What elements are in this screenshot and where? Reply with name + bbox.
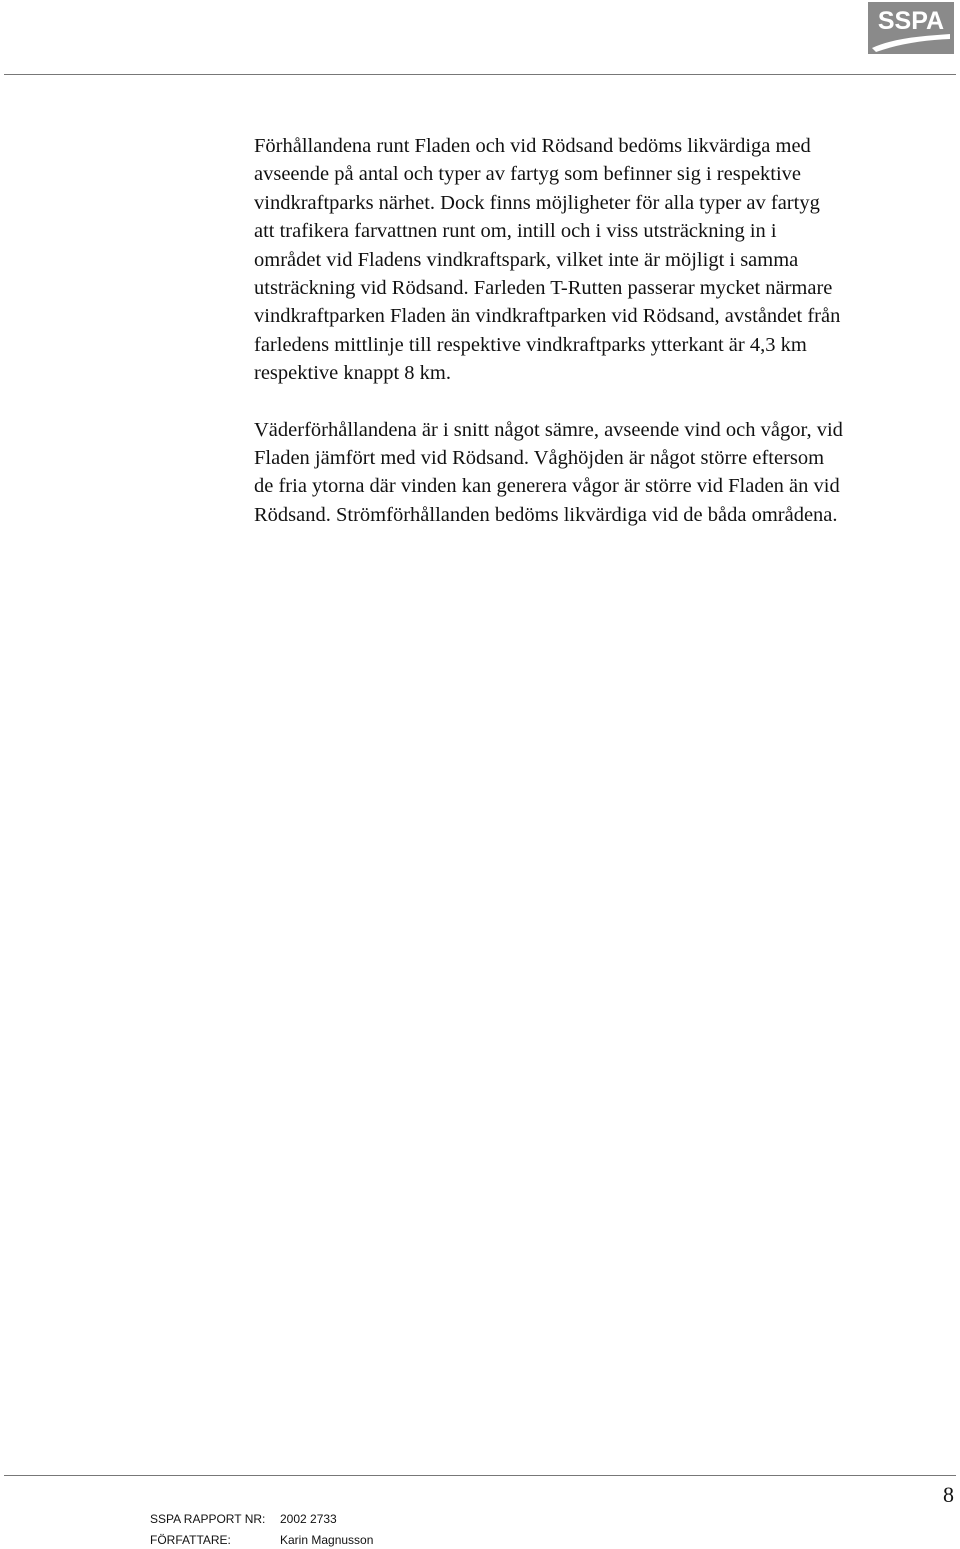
author-label: FÖRFATTARE: xyxy=(150,1533,231,1547)
author-value: Karin Magnusson xyxy=(280,1533,374,1547)
paragraph: Väderförhållandena är i snitt något sämre, avseende vind och vågor, vid Fladen jämfört med vid Rödsand. Våghöjden är något större eftersom de fria ytorna där vinden kan generera vågor är större vid Fladen än vid Rödsand. Strömförhållanden bedöms likvärdiga vid de båda områdena. xyxy=(254,418,843,526)
svg-text:SSPA: SSPA xyxy=(877,7,945,35)
header-divider xyxy=(4,74,956,75)
paragraph: Förhållandena runt Fladen och vid Rödsand bedöms likvärdiga med avseende på antal och typer av fartyg som befinner sig i respektive vindkraftparks närhet. Dock finns möjligheter för alla typer av fartyg att trafikera farvattnen runt om, intill och i viss utsträckning in i området vid Fladens vindkraftspark, vilket inte är möjligt i samma utsträckning vid Rödsand. Farleden T-Rutten passerar mycket närmare vindkraftparken Fladen än vindkraftparken vid Rödsand, avståndet från farledens mittlinje till respektive vindkraftparks ytterkant är 4,3 km respektive knappt 8 km. xyxy=(254,135,841,385)
document-body xyxy=(254,132,958,557)
footer-divider xyxy=(4,1475,956,1476)
report-number-line xyxy=(150,1512,337,1526)
report-number-label: SSPA RAPPORT NR: xyxy=(150,1512,266,1526)
author-line xyxy=(150,1533,373,1547)
report-number-value: 2002 2733 xyxy=(280,1512,337,1526)
page-number: 8 xyxy=(943,1482,954,1507)
sspa-logo-icon xyxy=(868,2,954,54)
